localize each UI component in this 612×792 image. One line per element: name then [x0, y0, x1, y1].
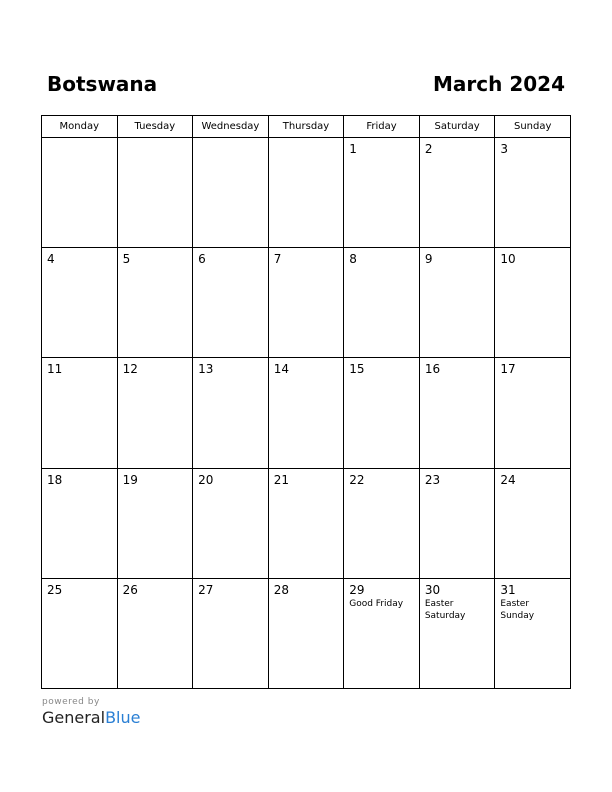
- day-number: 23: [424, 472, 441, 487]
- weekday-header: Friday: [344, 116, 420, 138]
- day-number: 18: [47, 472, 63, 487]
- day-number: 9: [424, 252, 433, 267]
- weekday-header: Sunday: [495, 116, 571, 138]
- day-number: 28: [273, 582, 289, 597]
- day-cell: [117, 468, 193, 578]
- day-cell: [193, 468, 269, 578]
- country-title: Botswana: [47, 72, 158, 96]
- generalblue-logo[interactable]: [42, 697, 140, 728]
- day-cell: [268, 248, 344, 358]
- calendar-grid: [41, 115, 571, 689]
- day-number: 14: [273, 362, 289, 377]
- day-number: 31: [500, 582, 516, 597]
- day-number: 11: [47, 362, 63, 377]
- day-cell: [268, 138, 344, 248]
- day-cell: [344, 138, 420, 248]
- weekday-header: Tuesday: [117, 116, 193, 138]
- day-cell: [193, 248, 269, 358]
- day-number: 12: [122, 362, 138, 377]
- day-number: 30: [424, 582, 441, 597]
- day-number: 27: [198, 582, 214, 597]
- day-cell: [495, 468, 571, 578]
- day-cell: [42, 578, 118, 688]
- day-cell: [193, 138, 269, 248]
- day-number: 5: [122, 252, 131, 267]
- weekday-header: Monday: [42, 116, 118, 138]
- day-number: 29: [349, 582, 365, 597]
- day-cell: [344, 578, 420, 688]
- day-number: 2: [424, 142, 433, 156]
- day-number: 24: [500, 472, 516, 487]
- day-cell: [419, 358, 495, 468]
- day-number: 21: [273, 472, 289, 487]
- day-cell: [419, 578, 495, 688]
- day-cell: [419, 138, 495, 248]
- weekday-header: Thursday: [268, 116, 344, 138]
- day-number: 13: [198, 362, 214, 377]
- day-cell: [495, 358, 571, 468]
- day-number: 15: [349, 362, 365, 377]
- day-cell: [42, 248, 118, 358]
- day-number: 19: [122, 472, 138, 487]
- week-row: [42, 248, 571, 358]
- day-cell: [344, 468, 420, 578]
- day-cell: [117, 138, 193, 248]
- day-cell: [117, 358, 193, 468]
- day-cell: [495, 138, 571, 248]
- day-number: 8: [349, 252, 357, 267]
- week-row: [42, 578, 571, 688]
- week-row: [42, 358, 571, 468]
- day-number: 26: [122, 582, 138, 597]
- day-number: 4: [47, 252, 55, 267]
- day-number: 17: [500, 362, 516, 377]
- day-cell: [42, 358, 118, 468]
- powered-by-text: powered by: [42, 697, 100, 707]
- holiday-label: Good Friday: [349, 598, 404, 609]
- day-number: 25: [47, 582, 63, 597]
- day-cell: [495, 578, 571, 688]
- day-number: 22: [349, 472, 365, 487]
- week-row: [42, 138, 571, 248]
- day-cell: [268, 358, 344, 468]
- day-number: 16: [424, 362, 441, 377]
- day-number: 20: [198, 472, 214, 487]
- day-number: 1: [349, 142, 357, 156]
- brand-general-text: General: [42, 708, 106, 727]
- day-cell: [117, 578, 193, 688]
- day-cell: [42, 468, 118, 578]
- day-cell: [495, 248, 571, 358]
- holiday-label: Easter Saturday: [424, 598, 466, 621]
- day-cell: [344, 358, 420, 468]
- weekday-header-row: [42, 116, 571, 138]
- day-cell: [419, 468, 495, 578]
- brand-wordmark: [42, 708, 140, 728]
- day-cell: [344, 248, 420, 358]
- week-row: [42, 468, 571, 578]
- day-number: 6: [198, 252, 206, 267]
- day-cell: [193, 358, 269, 468]
- day-cell: [117, 248, 193, 358]
- weekday-header: Saturday: [419, 116, 495, 138]
- day-number: 3: [500, 142, 509, 156]
- month-year-title: March 2024: [433, 72, 565, 96]
- day-number: 7: [273, 252, 282, 267]
- day-cell: [193, 578, 269, 688]
- day-cell: [419, 248, 495, 358]
- brand-blue-text: Blue: [105, 708, 141, 727]
- day-number: 10: [500, 252, 516, 267]
- holiday-label: Easter Sunday: [500, 598, 535, 621]
- day-cell: [268, 468, 344, 578]
- day-cell: [268, 578, 344, 688]
- weekday-header: Wednesday: [193, 116, 269, 138]
- day-cell: [42, 138, 118, 248]
